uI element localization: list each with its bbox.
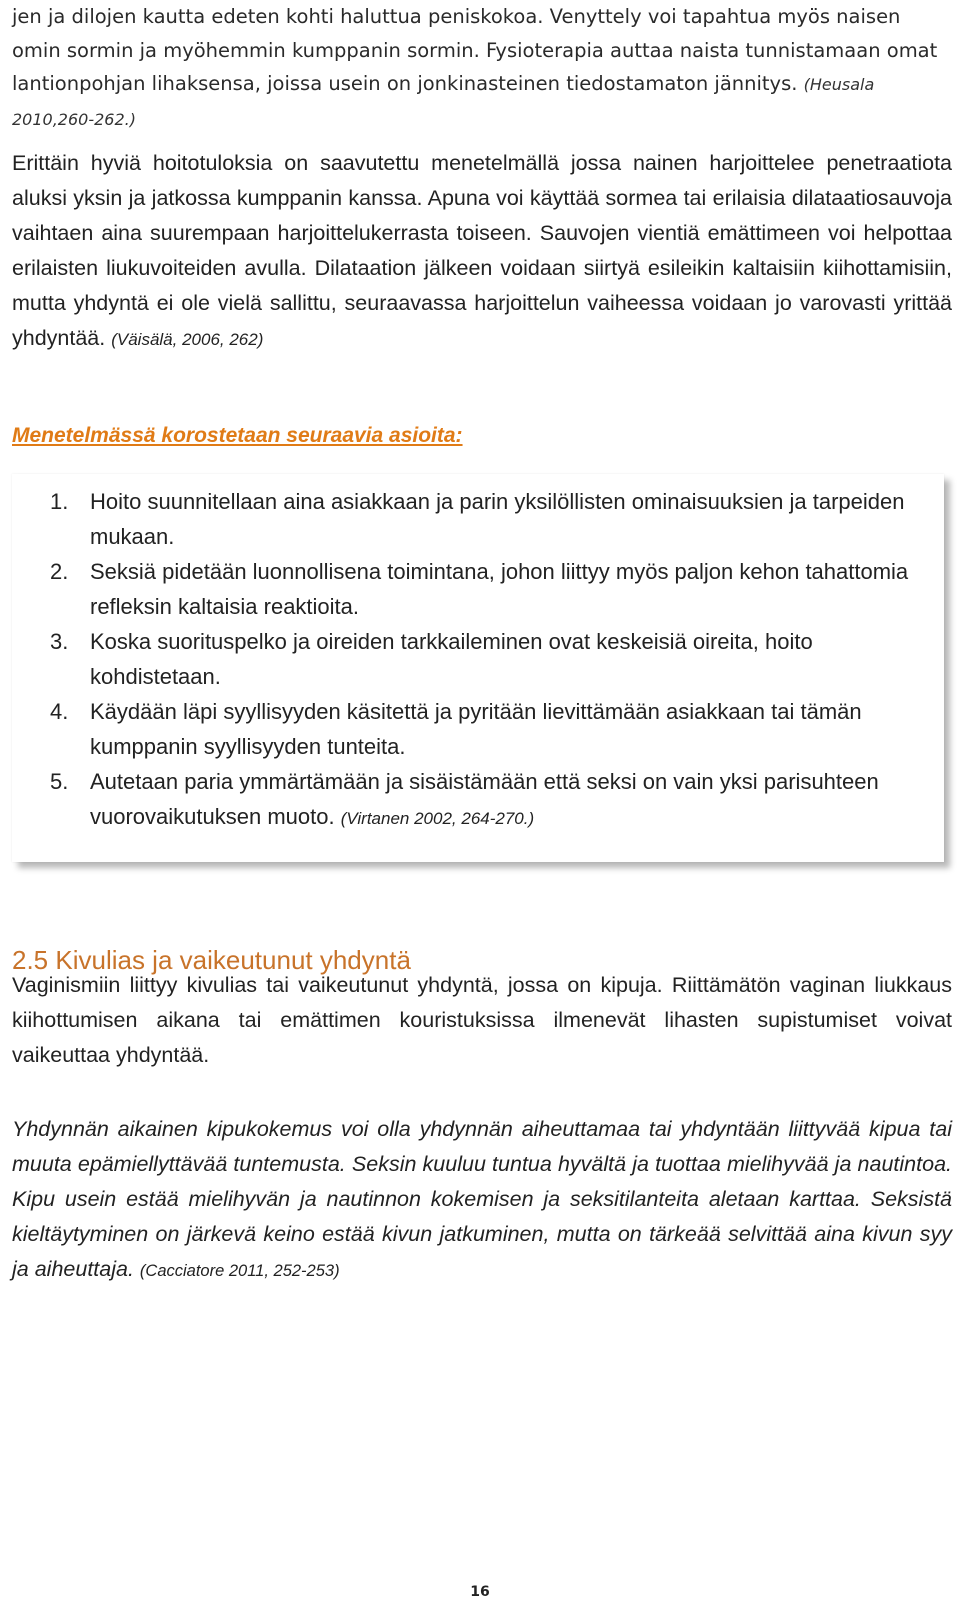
list-item-text: Koska suorituspelko ja oireiden tarkkaileminen ovat keskeisiä oireita, hoito kohdistetaan. [90, 629, 813, 689]
method-citation: (Väisälä, 2006, 262) [111, 330, 264, 349]
method-paragraph [12, 146, 952, 357]
list-item-text: Hoito suunnitellaan aina asiakkaan ja parin yksilöllisten ominaisuuksien ja tarpeiden mukaan. [90, 489, 905, 549]
section-heading: 2.5 Kivulias ja vaikeutunut yhdyntä [12, 945, 411, 975]
list-item-text [90, 764, 910, 836]
list-item-number: 2. [50, 559, 69, 584]
list-item-text-body: Autetaan paria ymmärtämään ja sisäistämään että seksi on vain yksi parisuhteen vuorovaikutuksen muoto. [90, 769, 879, 829]
list-item-number: 5. [50, 769, 69, 794]
emphasis-heading: Menetelmässä korostetaan seuraavia asioita: [12, 424, 463, 447]
section-italic-text: Yhdynnän aikainen kipukokemus voi olla yhdynnän aiheuttamaa tai yhdyntään liittyvää kipua tai muuta epämiellyttävää tuntemusta. Seksin kuuluu tuntua hyvältä ja tuottaa mielihyvää ja nautintoa. Kipu usein estää mielihyvän ja nautinnon kokemisen ja seksitilanteita aletaan karttaa. Seksistä kieltäytyminen on järkevä keino estää kivun jatkuminen, mutta on tärkeää selvittää aina kivun syy ja aiheuttaja. [12, 1117, 952, 1281]
list-item-number: 3. [50, 629, 69, 654]
list-item-text: Käydään läpi syyllisyyden käsitettä ja pyritään lievittämään asiakkaan tai tämän kumppanin syyllisyyden tunteita. [90, 699, 862, 759]
emphasis-box [12, 474, 944, 862]
list-item [50, 624, 910, 694]
section-italic-paragraph [12, 1112, 952, 1289]
intro-citation: (Heusala 2010,260-262.) [12, 75, 875, 129]
intro-paragraph [12, 0, 952, 136]
page-number: 16 [470, 1584, 490, 1600]
emphasis-citation: (Virtanen 2002, 264-270.) [340, 809, 535, 828]
list-item-number: 4. [50, 699, 69, 724]
section-italic-citation: (Cacciatore 2011, 252-253) [139, 1262, 340, 1280]
emphasis-list [50, 484, 910, 836]
section-paragraph: Vaginismiin liittyy kivulias tai vaikeutunut yhdyntä, jossa on kipuja. Riittämätön vaginan liukkaus kiihottumisen aikana tai emättimen kouristuksissa ilmenevät lihasten supistumiset voivat vaikeuttaa yhdyntää. [12, 973, 952, 1067]
list-item [50, 484, 910, 554]
list-item-number: 1. [50, 489, 69, 514]
list-item [50, 694, 910, 764]
list-item [50, 764, 910, 836]
intro-paragraph-text: jen ja dilojen kautta edeten kohti haluttua peniskokoa. Venyttely voi tapahtua myös naisen omin sormin ja myöhemmin kumppanin sormin. Fysioterapia auttaa naista tunnistamaan omat lantionpohjan lihaksensa, joissa usein on jonkinasteinen tiedostamaton jännitys. [12, 5, 938, 95]
list-item [50, 554, 910, 624]
method-paragraph-text: Erittäin hyviä hoitotuloksia on saavutettu menetelmällä jossa nainen harjoittelee penetraatiota aluksi yksin ja jatkossa kumppanin kanssa. Apuna voi käyttää sormea tai erilaisia dilataatiosauvoja vaihtaen aina suurempaan harjoittelukerrasta toiseen. Sauvojen vientiä emättimeen voi helpottaa erilaisten liukuvoiteiden avulla. Dilataation jälkeen voidaan siirtyä esileikin kaltaisiin kiihottamisiin, mutta yhdyntä ei ole vielä sallittu, seuraavassa harjoittelun vaiheessa voidaan jo varovasti yrittää yhdyntää. [12, 151, 952, 350]
list-item-text: Seksiä pidetään luonnollisena toimintana, johon liittyy myös paljon kehon tahattomia refleksin kaltaisia reaktioita. [90, 559, 909, 619]
